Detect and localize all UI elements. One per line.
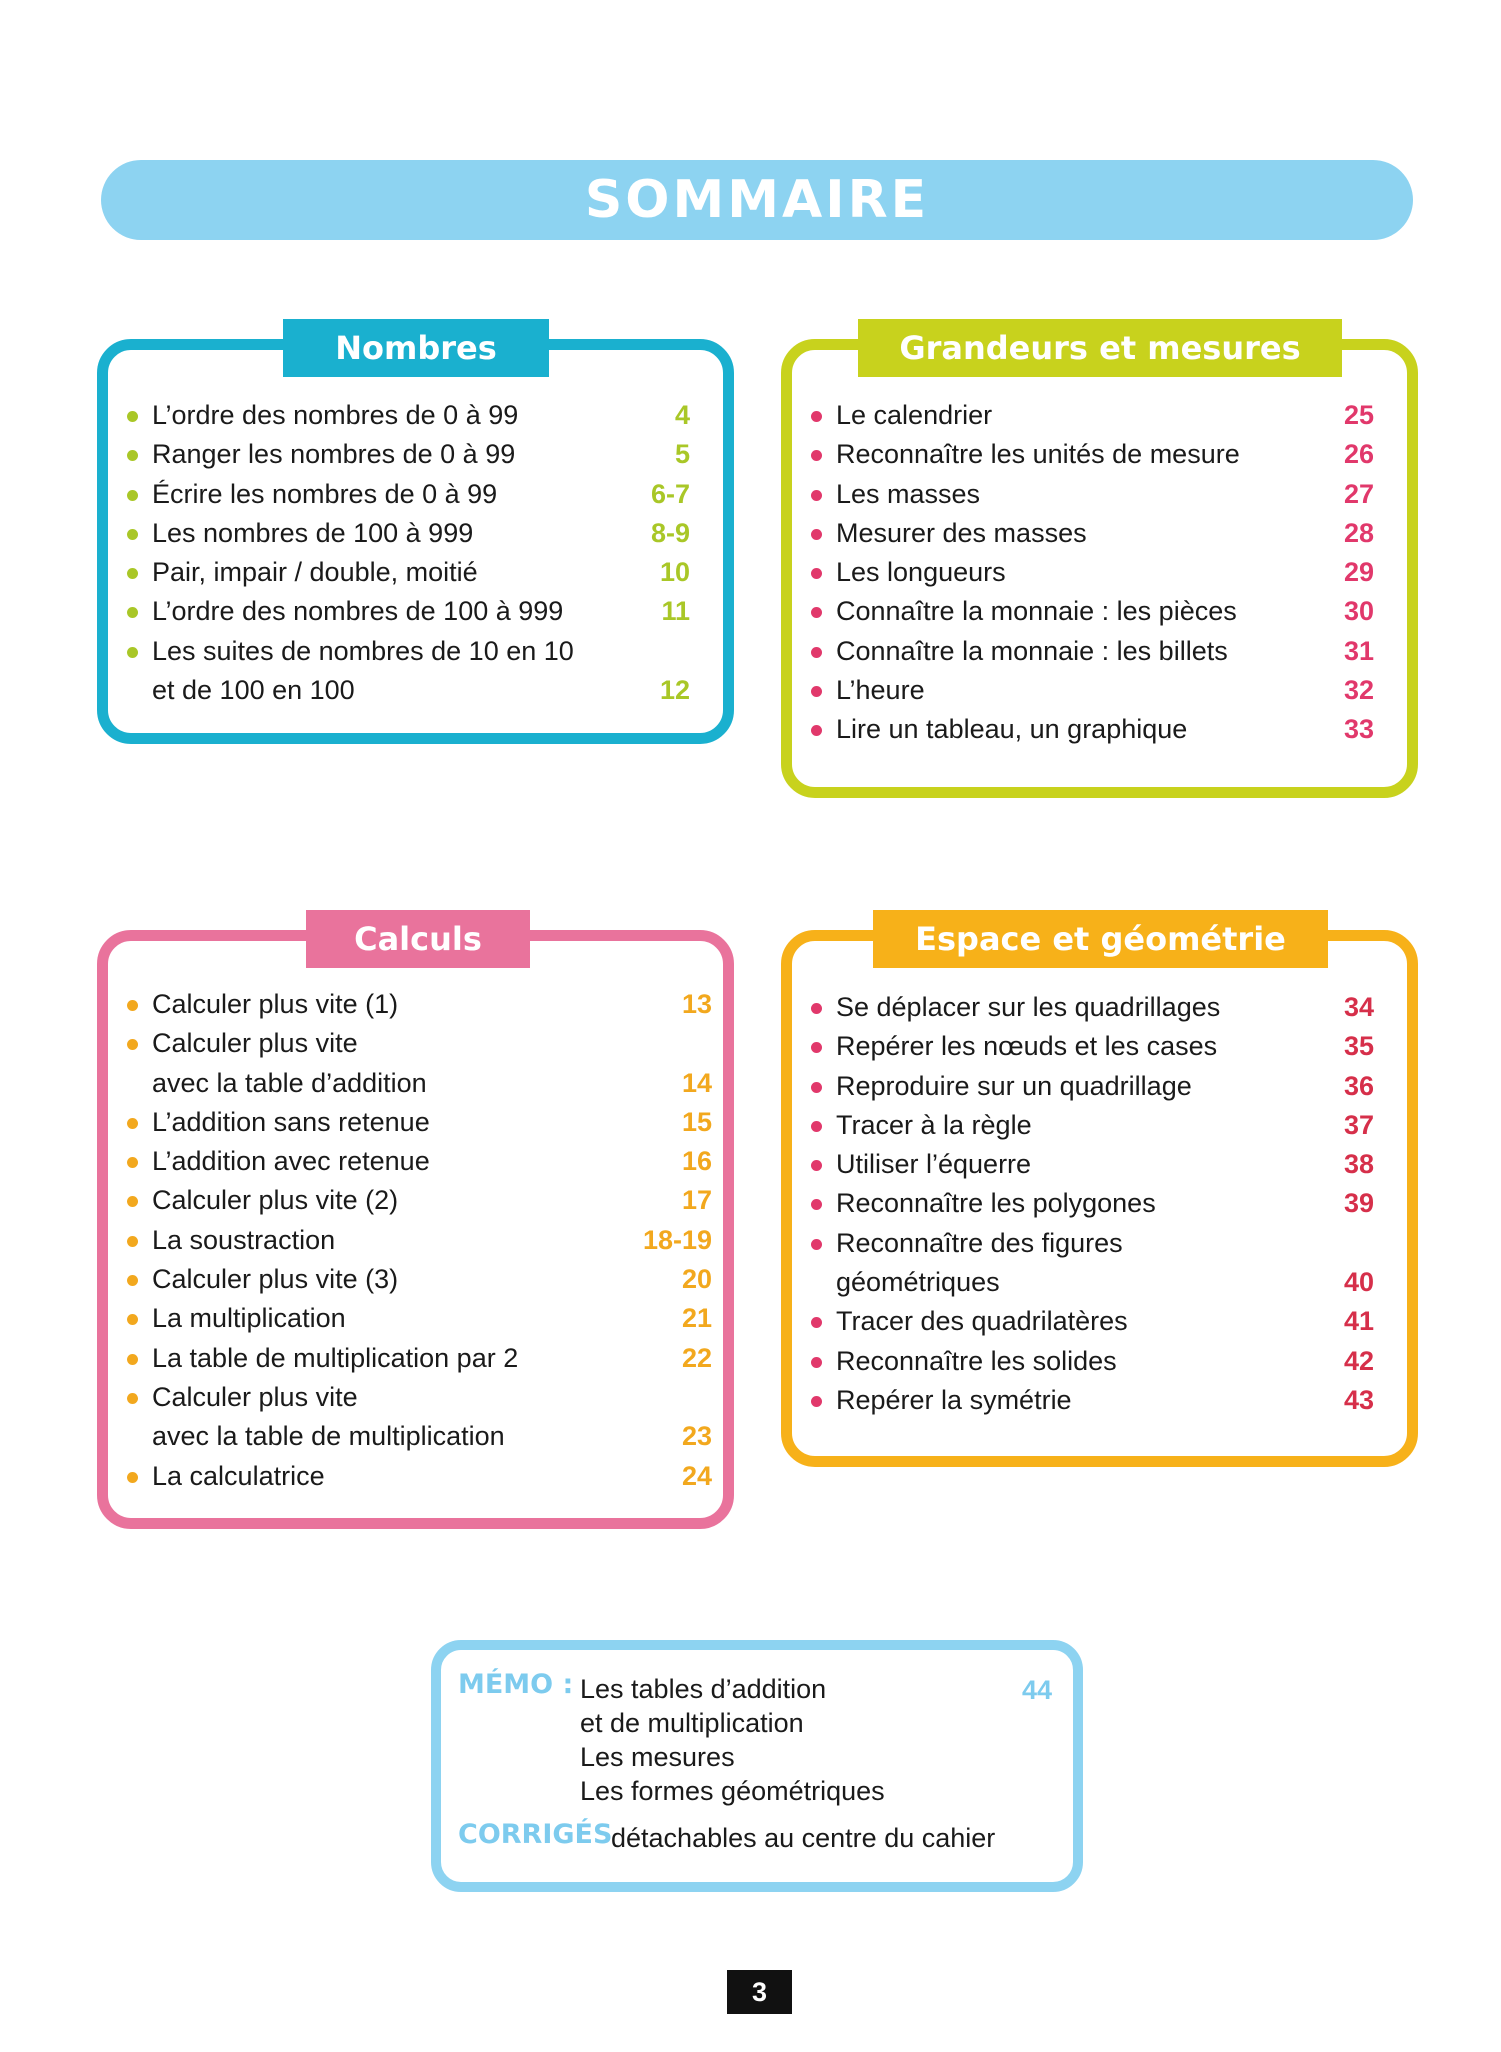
bullet-icon xyxy=(127,450,138,461)
bullet-icon xyxy=(127,1275,138,1286)
toc-item-page-number: 5 xyxy=(674,439,690,470)
toc-item-page-number: 16 xyxy=(681,1146,712,1177)
bullet-icon xyxy=(127,647,138,658)
toc-item-page-number: 18-19 xyxy=(642,1224,712,1255)
bullet-icon xyxy=(811,529,822,540)
bullet-icon xyxy=(127,529,138,540)
toc-item-label-continued: géométriques xyxy=(836,1267,1000,1298)
toc-item-page-number: 13 xyxy=(681,989,712,1019)
toc-item-label: L’addition avec retenue xyxy=(152,1146,430,1177)
toc-item-label: Calculer plus vite (3) xyxy=(152,1264,399,1295)
bullet-icon xyxy=(811,647,822,658)
toc-item xyxy=(127,1142,712,1181)
toc-item-page-number: 22 xyxy=(681,1342,712,1373)
toc-item xyxy=(811,1342,1374,1381)
toc-item-page-number: 8-9 xyxy=(650,517,690,548)
toc-item xyxy=(127,475,690,514)
bullet-icon xyxy=(811,450,822,461)
corriges-text: détachables au centre du cahier xyxy=(611,1823,996,1853)
memo-line: Les mesures xyxy=(580,1742,735,1772)
toc-item-page-number: 31 xyxy=(1343,635,1374,666)
bullet-icon xyxy=(811,411,822,422)
toc-item-page-number: 4 xyxy=(674,400,690,430)
toc-item-label: Connaître la monnaie : les billets xyxy=(836,635,1228,666)
bullet-icon xyxy=(127,411,138,422)
bullet-icon xyxy=(811,568,822,579)
toc-list-calculs xyxy=(127,985,712,1496)
toc-item-page-number: 27 xyxy=(1343,478,1374,509)
toc-item xyxy=(811,592,1374,631)
toc-item xyxy=(127,514,690,553)
toc-item-page-number: 36 xyxy=(1343,1070,1374,1101)
bullet-icon xyxy=(811,725,822,736)
toc-item-page-number: 20 xyxy=(681,1264,712,1295)
toc-item xyxy=(127,1299,712,1338)
toc-item-label: Le calendrier xyxy=(836,400,993,430)
toc-item-label: L’ordre des nombres de 0 à 99 xyxy=(152,400,519,430)
toc-item xyxy=(811,671,1374,710)
bullet-icon xyxy=(127,1314,138,1325)
toc-item-label: Reconnaître les polygones xyxy=(836,1188,1156,1219)
bullet-icon xyxy=(127,1196,138,1207)
bullet-icon xyxy=(127,607,138,618)
toc-item xyxy=(811,1067,1374,1106)
toc-item-page-number: 37 xyxy=(1343,1109,1374,1140)
toc-item xyxy=(127,1181,712,1220)
page-title: SOMMAIRE xyxy=(584,170,930,230)
memo-key: MÉMO : xyxy=(458,1669,574,1700)
toc-item-label: Calculer plus vite (2) xyxy=(152,1185,399,1216)
toc-item-page-number: 6-7 xyxy=(650,478,690,509)
toc-item-label: Ranger les nombres de 0 à 99 xyxy=(152,439,516,470)
bullet-icon xyxy=(811,1003,822,1014)
toc-item-page-number: 43 xyxy=(1343,1384,1374,1415)
toc-list-grandeurs xyxy=(811,396,1374,750)
page-number: 3 xyxy=(727,1970,792,2014)
corriges-key: CORRIGÉS xyxy=(458,1819,613,1850)
toc-item-label: Reconnaître les unités de mesure xyxy=(836,439,1240,470)
bullet-icon xyxy=(811,1042,822,1053)
toc-item xyxy=(127,592,690,631)
bullet-icon xyxy=(811,1357,822,1368)
bullet-icon xyxy=(811,686,822,697)
title-banner xyxy=(101,160,1413,240)
toc-item-page-number: 12 xyxy=(659,675,690,706)
toc-item-page-number: 23 xyxy=(681,1421,712,1452)
section-heading-espace: Espace et géométrie xyxy=(873,910,1328,968)
toc-item-label: La table de multiplication par 2 xyxy=(152,1342,519,1373)
bullet-icon xyxy=(811,1396,822,1407)
bullet-icon xyxy=(127,1393,138,1404)
section-heading-calculs: Calculs xyxy=(306,910,530,968)
toc-item-label: Les suites de nombres de 10 en 10 xyxy=(152,635,574,666)
memo-line: et de multiplication xyxy=(580,1708,804,1738)
toc-item-label: Reconnaître des figures xyxy=(836,1227,1123,1258)
toc-item-page-number: 26 xyxy=(1343,439,1374,470)
toc-item-label: La calculatrice xyxy=(152,1460,325,1491)
toc-item xyxy=(811,1184,1374,1223)
bullet-icon xyxy=(127,1118,138,1129)
bullet-icon xyxy=(811,490,822,501)
bullet-icon xyxy=(811,1082,822,1093)
bullet-icon xyxy=(811,1160,822,1171)
toc-item xyxy=(811,988,1374,1027)
toc-item-label: Les nombres de 100 à 999 xyxy=(152,517,474,548)
toc-item-label: Lire un tableau, un graphique xyxy=(836,714,1188,745)
toc-item xyxy=(127,1024,712,1103)
toc-item-page-number: 17 xyxy=(681,1185,712,1216)
toc-item-page-number: 21 xyxy=(681,1303,712,1334)
bullet-icon xyxy=(811,1239,822,1250)
toc-item-page-number: 41 xyxy=(1343,1306,1374,1337)
toc-list-espace xyxy=(811,988,1374,1420)
bullet-icon xyxy=(127,1354,138,1365)
toc-item-label: Connaître la monnaie : les pièces xyxy=(836,596,1237,627)
toc-item-label: Écrire les nombres de 0 à 99 xyxy=(152,478,498,509)
toc-item xyxy=(127,632,690,711)
toc-item xyxy=(811,475,1374,514)
toc-item-label: Repérer les nœuds et les cases xyxy=(836,1031,1218,1062)
toc-item-page-number: 40 xyxy=(1343,1267,1374,1298)
toc-item xyxy=(127,1221,712,1260)
toc-item-label: Tracer des quadrilatères xyxy=(836,1306,1128,1337)
toc-item-page-number: 11 xyxy=(661,596,690,627)
toc-item xyxy=(127,1378,712,1457)
toc-item xyxy=(811,1145,1374,1184)
toc-item-page-number: 29 xyxy=(1343,557,1374,588)
section-heading-grandeurs: Grandeurs et mesures xyxy=(858,319,1342,377)
toc-item xyxy=(127,435,690,474)
toc-item xyxy=(127,1260,712,1299)
toc-item-label: Se déplacer sur les quadrillages xyxy=(836,992,1221,1022)
toc-item xyxy=(811,1302,1374,1341)
toc-item xyxy=(811,1106,1374,1145)
bullet-icon xyxy=(127,1039,138,1050)
toc-item-label: Les masses xyxy=(836,478,981,509)
memo-line: Les formes géométriques xyxy=(580,1776,885,1806)
toc-item-page-number: 30 xyxy=(1343,596,1374,627)
toc-item-label: Calculer plus vite (1) xyxy=(152,989,399,1019)
toc-item-label: Repérer la symétrie xyxy=(836,1384,1072,1415)
toc-item xyxy=(127,985,712,1024)
toc-item-label: Les longueurs xyxy=(836,557,1006,588)
toc-item-page-number: 32 xyxy=(1343,675,1374,706)
toc-item xyxy=(811,514,1374,553)
toc-item-page-number: 34 xyxy=(1343,992,1374,1022)
toc-item-page-number: 15 xyxy=(681,1106,712,1137)
toc-item-label: Tracer à la règle xyxy=(836,1109,1032,1140)
toc-item-label-continued: avec la table d’addition xyxy=(152,1067,427,1098)
toc-item xyxy=(811,710,1374,749)
toc-item xyxy=(811,396,1374,435)
toc-item-label-continued: et de 100 en 100 xyxy=(152,675,355,706)
bullet-icon xyxy=(811,1199,822,1210)
toc-item-label: L’ordre des nombres de 100 à 999 xyxy=(152,596,564,627)
bullet-icon xyxy=(127,490,138,501)
section-heading-nombres: Nombres xyxy=(283,319,549,377)
toc-item xyxy=(811,632,1374,671)
bullet-icon xyxy=(811,607,822,618)
bullet-icon xyxy=(811,1121,822,1132)
toc-item-label: L’addition sans retenue xyxy=(152,1106,430,1137)
toc-item-page-number: 35 xyxy=(1343,1031,1374,1062)
toc-item-label: Mesurer des masses xyxy=(836,517,1087,548)
toc-item xyxy=(127,396,690,435)
bullet-icon xyxy=(811,1317,822,1328)
toc-item xyxy=(811,553,1374,592)
toc-item xyxy=(811,435,1374,474)
bullet-icon xyxy=(127,1157,138,1168)
toc-item-label: Calculer plus vite xyxy=(152,1028,358,1059)
bullet-icon xyxy=(127,1472,138,1483)
toc-item-label: Utiliser l’équerre xyxy=(836,1149,1032,1180)
toc-item xyxy=(127,1457,712,1496)
toc-item-label: La soustraction xyxy=(152,1224,336,1255)
memo-line: Les tables d’addition xyxy=(580,1674,827,1704)
toc-item xyxy=(811,1381,1374,1420)
toc-item-label: Calculer plus vite xyxy=(152,1381,358,1412)
toc-item-page-number: 42 xyxy=(1343,1345,1374,1376)
toc-item-page-number: 33 xyxy=(1343,714,1374,745)
bullet-icon xyxy=(127,568,138,579)
toc-item-page-number: 28 xyxy=(1343,517,1374,548)
toc-item xyxy=(127,1103,712,1142)
toc-item-label: Reproduire sur un quadrillage xyxy=(836,1070,1192,1101)
toc-list-nombres xyxy=(127,396,690,710)
toc-item-page-number: 24 xyxy=(681,1460,712,1491)
toc-item-page-number: 10 xyxy=(659,557,690,588)
toc-item xyxy=(811,1224,1374,1303)
memo-page-number: 44 xyxy=(1022,1675,1053,1705)
bullet-icon xyxy=(127,1000,138,1011)
toc-item-page-number: 14 xyxy=(681,1067,712,1098)
bullet-icon xyxy=(127,1236,138,1247)
toc-item xyxy=(127,1339,712,1378)
toc-item xyxy=(127,553,690,592)
toc-item-label: Pair, impair / double, moitié xyxy=(152,557,478,588)
toc-item-page-number: 25 xyxy=(1343,400,1374,430)
toc-item-label-continued: avec la table de multiplication xyxy=(152,1421,505,1452)
toc-item-page-number: 39 xyxy=(1343,1188,1374,1219)
toc-item-page-number: 38 xyxy=(1343,1149,1374,1180)
toc-item xyxy=(811,1027,1374,1066)
toc-item-label: La multiplication xyxy=(152,1303,346,1334)
toc-item-label: L’heure xyxy=(836,675,925,706)
toc-item-label: Reconnaître les solides xyxy=(836,1345,1117,1376)
